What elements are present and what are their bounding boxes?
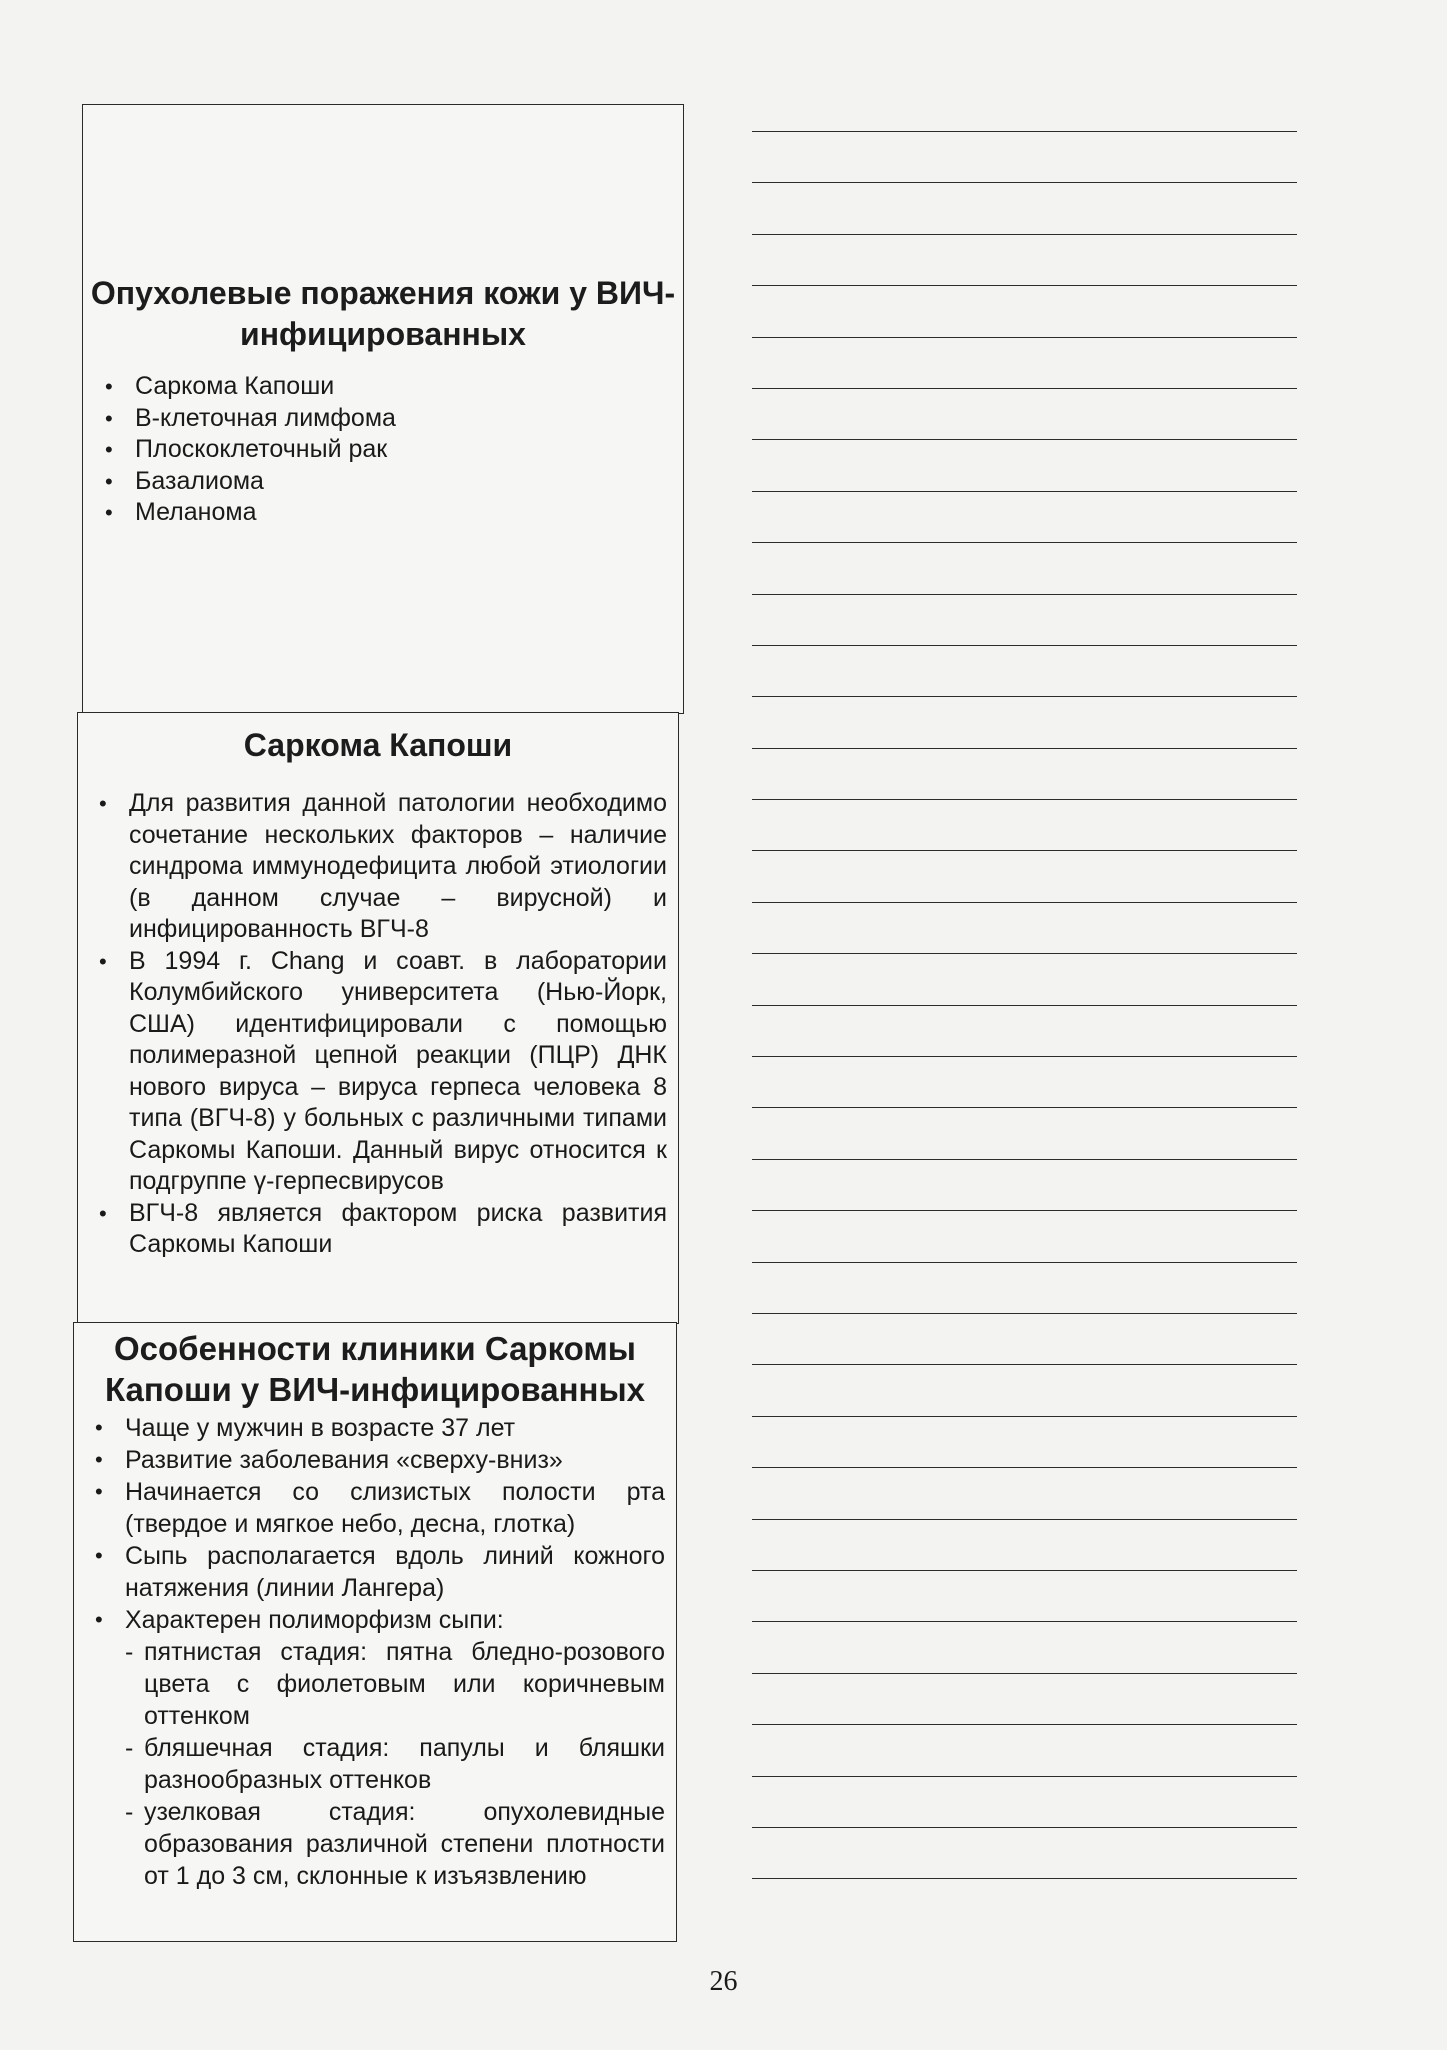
page-number: 26 <box>709 1966 738 1997</box>
slide-title: Особенности клиники Саркомы Капоши у ВИЧ-инфицированных <box>104 1330 646 1408</box>
list-item: • Для развития данной патологии необходимо сочетание нескольких факторов – наличие синдрома иммунодефицита любой этиологии (в данном случае – вирусной) и инфицированность ВГЧ-8 <box>89 788 667 946</box>
list-item: • Чаще у мужчин в возрасте 37 лет <box>85 1412 665 1444</box>
slide-kaposi-clinical-features <box>73 1322 677 1942</box>
note-line <box>752 1621 1297 1622</box>
note-line <box>752 645 1297 646</box>
sub-list-item: - узелковая стадия: опухолевидные образования различной степени плотности от 1 до 3 см, склонные к изъязвлению <box>125 1796 665 1892</box>
note-line <box>752 1313 1297 1314</box>
note-line <box>752 1056 1297 1057</box>
note-line <box>752 1107 1297 1108</box>
note-line <box>752 1570 1297 1571</box>
note-line <box>752 542 1297 543</box>
note-lines <box>752 131 1297 1930</box>
bullet-list <box>95 371 683 529</box>
note-line <box>752 491 1297 492</box>
list-item: • Меланома <box>95 497 683 529</box>
note-line <box>752 1262 1297 1263</box>
list-item: • Развитие заболевания «сверху-вниз» <box>85 1444 665 1476</box>
note-line <box>752 131 1297 132</box>
slide-tumor-lesions <box>82 104 684 714</box>
list-item: • В 1994 г. Chang и соавт. в лаборатории Колумбийского университета (Нью-Йорк, США) идентифицировали с помощью полимеразной цепной реакции (ПЦР) ДНК нового вируса – вируса герпеса человека 8 типа (ВГЧ-8) у больных с различными типами Саркомы Капоши. Данный вирус относится к подгруппе γ-герпесвирусов <box>89 946 667 1198</box>
note-line <box>752 285 1297 286</box>
note-line <box>752 388 1297 389</box>
note-line <box>752 1724 1297 1725</box>
note-line <box>752 902 1297 903</box>
list-item: • Базалиома <box>95 466 683 498</box>
sub-list <box>125 1636 665 1892</box>
note-line <box>752 1467 1297 1468</box>
list-item: • Начинается со слизистых полости рта (твердое и мягкое небо, десна, глотка) <box>85 1476 665 1540</box>
list-item: • В-клеточная лимфома <box>95 403 683 435</box>
note-line <box>752 439 1297 440</box>
list-item: • Саркома Капоши <box>95 371 683 403</box>
note-line <box>752 234 1297 235</box>
list-item <box>85 1604 665 1892</box>
list-item: • Сыпь располагается вдоль линий кожного натяжения (линии Лангера) <box>85 1540 665 1604</box>
bullet-list <box>85 1412 665 1892</box>
note-line <box>752 953 1297 954</box>
list-item-text: Характерен полиморфизм сыпи: <box>125 1606 504 1634</box>
note-line <box>752 1416 1297 1417</box>
bullet-list <box>89 788 667 1261</box>
slide-kaposi-sarcoma <box>77 712 679 1324</box>
note-line <box>752 182 1297 183</box>
note-line <box>752 1519 1297 1520</box>
sub-list-item: - бляшечная стадия: папулы и бляшки разнообразных оттенков <box>125 1732 665 1796</box>
list-item: • Плоскоклеточный рак <box>95 434 683 466</box>
note-line <box>752 1005 1297 1006</box>
note-line <box>752 1827 1297 1828</box>
note-line <box>752 799 1297 800</box>
note-line <box>752 1159 1297 1160</box>
list-item: • ВГЧ-8 является фактором риска развития Саркомы Капоши <box>89 1198 667 1261</box>
note-line <box>752 1673 1297 1674</box>
slide-title: Опухолевые поражения кожи у ВИЧ-инфицированных <box>90 275 676 352</box>
note-line <box>752 696 1297 697</box>
slide-title: Саркома Капоши <box>243 727 513 763</box>
note-line <box>752 1878 1297 1879</box>
note-line <box>752 748 1297 749</box>
note-line <box>752 1210 1297 1211</box>
sub-list-item: - пятнистая стадия: пятна бледно-розового цвета с фиолетовым или коричневым оттенком <box>125 1636 665 1732</box>
note-line <box>752 850 1297 851</box>
note-line <box>752 1776 1297 1777</box>
note-line <box>752 1364 1297 1365</box>
note-line <box>752 337 1297 338</box>
note-line <box>752 594 1297 595</box>
